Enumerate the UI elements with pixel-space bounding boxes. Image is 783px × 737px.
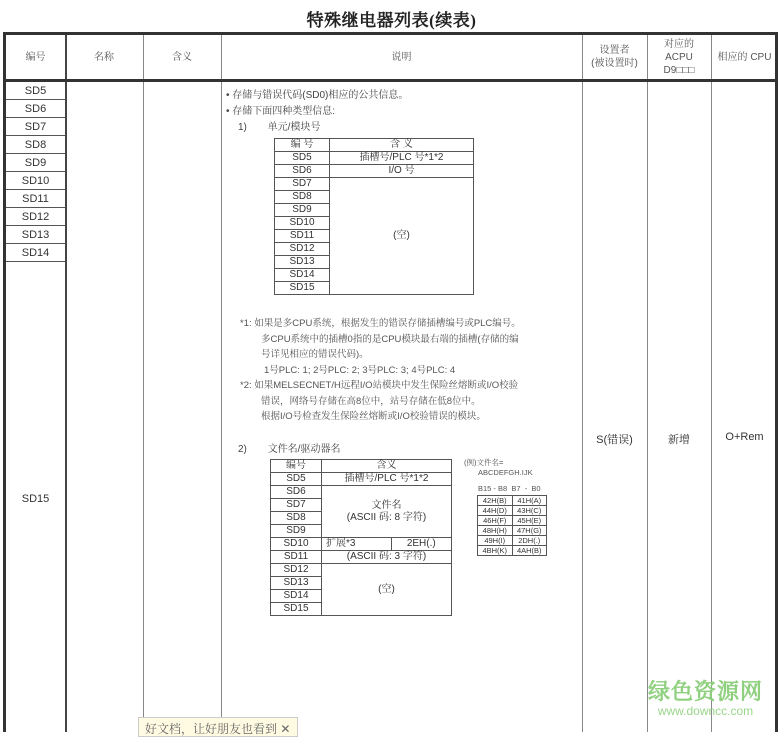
share-popup[interactable]: 好文档，让好朋友也看到 ✕ — [138, 717, 298, 737]
header-number: 编号 — [25, 51, 46, 63]
filename-table: 编号 含义 SD5 插槽号/PLC 号*1*2 SD6 文件名 (ASCII 码: 8 字符) SD7 SD8 SD9 SD10 扩展*3 2EH(.) SD11 (ASCII 码: 3 字符) SD12 (空) SD13 SD14 SD15 — [270, 459, 452, 616]
footnotes: *1: 如果是多CPU系统，根据发生的错误存储插槽编号或PLC编号。 多CPU系统中的插槽0指的是CPU模块最右端的插槽(存储的编 号详见相应的错误代码)。 1号PLC: 1; 2号PLC: 2; 3号PLC: 3; 4号PLC: 4 *2: 如果MELSECNET/H远程I/O站模块中发生保险丝熔断或I/O校验 错误，网络号存储在高8位中，站号存储在低8位中。 根据I/O号检查发生保险丝熔断或I/O校验错误的模块。 — [240, 318, 521, 422]
col-divider — [65, 35, 67, 732]
row-number: SD11 — [6, 190, 65, 208]
cpu-value: O+Rem — [725, 431, 764, 443]
row-number: SD7 — [6, 118, 65, 136]
bullet-common-info: • 存储与错误代码(SD0)相应的公共信息。 — [226, 90, 409, 101]
col-divider — [647, 35, 648, 732]
header-description: 说明 — [391, 51, 412, 63]
table-header — [6, 35, 775, 82]
bullet-four-types: • 存储下面四种类型信息: — [226, 106, 336, 117]
example-block: (例)文件名= ABCDEFGH.IJK B15 - B8 B7 - B0 — [464, 458, 541, 493]
example-ascii-table: 42H(B) 41H(A) 44H(D) 43H(C) 46H(F) 45H(E) 48H(H) 47H(G) 49H(I) 2DH(.) 4BH(K) 4AH(B) — [477, 495, 547, 556]
number-column — [6, 82, 65, 262]
section2-heading: 2) 文件名/驱动器名 — [238, 444, 341, 455]
header-name: 名称 — [94, 51, 114, 63]
description-block — [226, 88, 408, 136]
col-divider — [582, 35, 583, 732]
row-number: SD10 — [6, 172, 65, 190]
page-title: 特殊继电器列表(续表) — [306, 11, 477, 30]
col-divider — [711, 35, 712, 732]
header-setter: 设置者 (被设置时) — [591, 45, 638, 69]
close-icon[interactable]: ✕ — [280, 722, 291, 736]
row-number: SD9 — [6, 154, 65, 172]
empty-cell: (空) — [330, 178, 474, 295]
setter-value: S(错误) — [596, 434, 633, 446]
unit-module-table: 编 号 含 义 SD5 插槽号/PLC 号*1*2 SD6 I/O 号 SD7 (空) SD8 SD9 SD10 SD11 SD12 SD13 SD14 SD15 — [274, 138, 474, 295]
acpu-value: 新增 — [668, 434, 690, 446]
watermark: 绿色资源网 www.downcc.com — [648, 679, 764, 718]
col-divider — [221, 35, 222, 732]
row-number: SD8 — [6, 136, 65, 154]
row-number: SD5 — [6, 82, 65, 100]
header-meaning: 含义 — [172, 51, 192, 63]
header-cpu: 相应的 CPU — [717, 51, 772, 63]
row-number: SD13 — [6, 226, 65, 244]
section1-heading: 1) 单元/模块号 — [238, 122, 321, 133]
col-divider — [143, 35, 144, 732]
row-number: SD14 — [6, 244, 65, 262]
row-number: SD6 — [6, 100, 65, 118]
row-number: SD12 — [6, 208, 65, 226]
row-number-sd15: SD15 — [21, 493, 50, 505]
header-acpu: 对应的 ACPU D9□□□ — [663, 38, 695, 76]
